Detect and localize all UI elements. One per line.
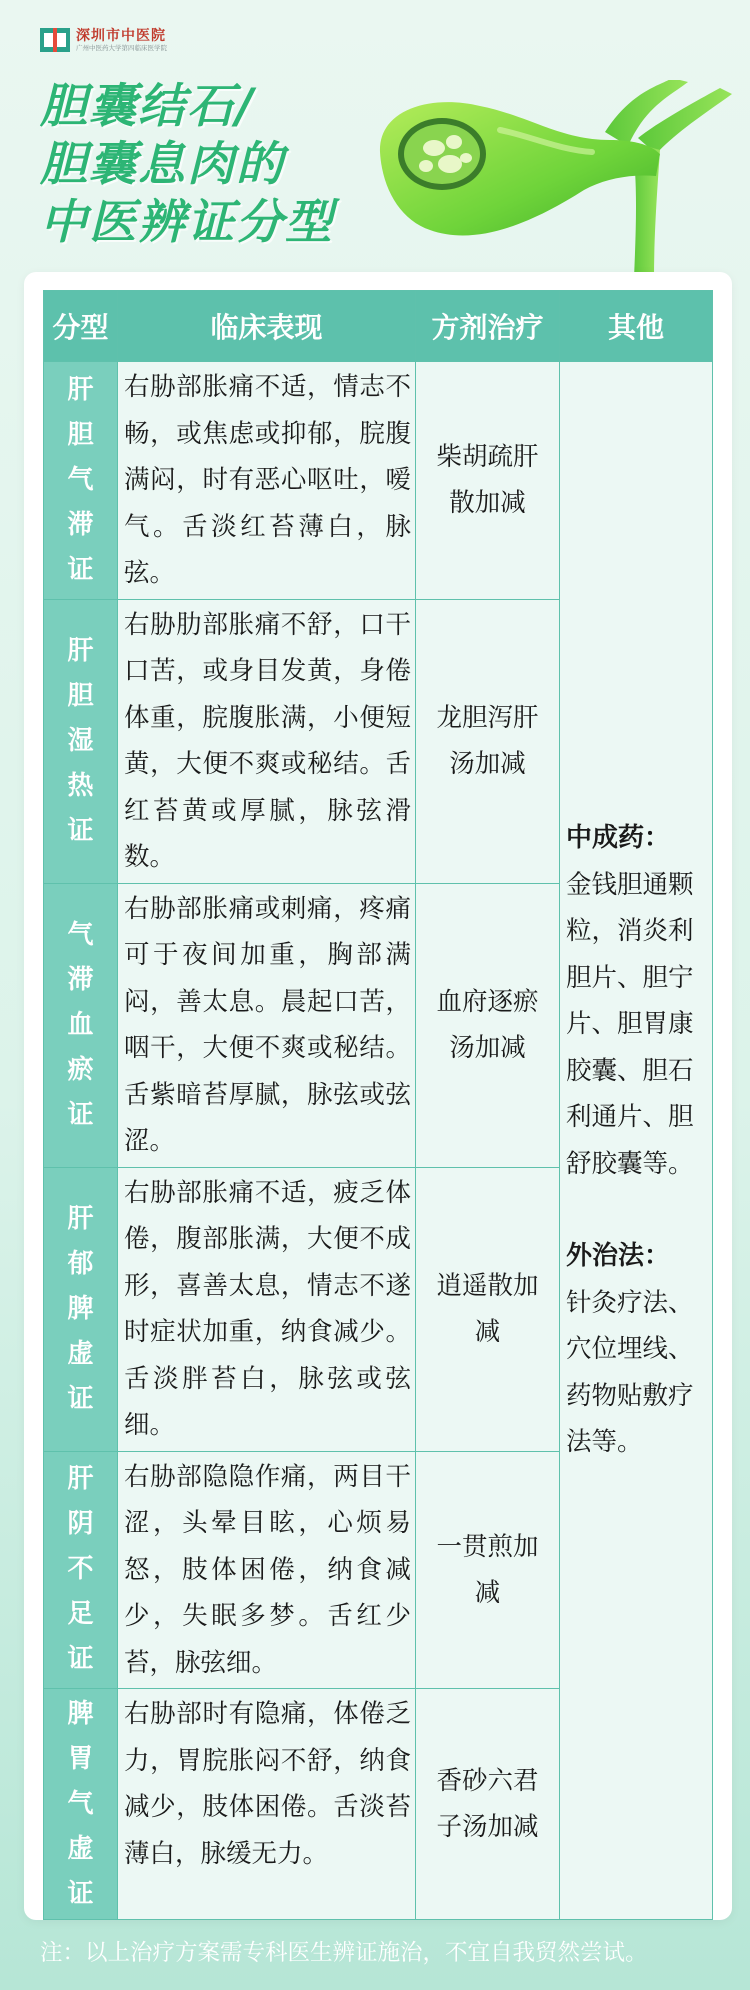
- syndrome-type-cell: [44, 599, 118, 883]
- syndrome-type-cell: [44, 1451, 118, 1689]
- prescription-cell: 香砂六君子汤加减: [416, 1689, 560, 1920]
- clinical-cell: 右胁部隐隐作痛，两目干涩，头晕目眩，心烦易怒，肢体困倦，纳食减少，失眠多梦。舌红少苔，脉弦细。: [118, 1451, 416, 1689]
- syndrome-type: 气滞血瘀证: [67, 919, 94, 1130]
- prescription-cell: 一贯煎加减: [416, 1451, 560, 1689]
- header-clinical: 临床表现: [118, 291, 416, 362]
- syndrome-type-cell: [44, 1167, 118, 1451]
- logo-icon: [40, 28, 70, 52]
- title-line: 中医辨证分型: [40, 195, 334, 250]
- disclaimer-note: 注：以上治疗方案需专科医生辨证施治，不宜自我贸然尝试。: [40, 1940, 648, 1966]
- external-therapy-heading: 外治法：: [566, 1241, 671, 1272]
- clinical-cell: 右胁部胀痛不适，疲乏体倦，腹部胀满，大便不成形，喜善太息，情志不遂时症状加重，纳食减少。舌淡胖苔白，脉弦或弦细。: [118, 1167, 416, 1451]
- syndrome-type: 脾胃气虚证: [67, 1698, 94, 1909]
- prescription-cell: 血府逐瘀汤加减: [416, 883, 560, 1167]
- gallbladder-illustration: [370, 80, 740, 280]
- prescription-cell: 逍遥散加减: [416, 1167, 560, 1451]
- logo-name: 深圳市中医院: [76, 27, 166, 44]
- external-therapy-text: 针灸疗法、穴位埋线、药物贴敷疗法等。: [566, 1287, 694, 1458]
- syndrome-type: 肝阴不足证: [67, 1464, 94, 1675]
- logo-subtitle: 广州中医药大学第四临床医学院: [76, 43, 167, 52]
- syndrome-type: 肝郁脾虚证: [67, 1203, 94, 1414]
- patent-medicine-text: 金钱胆通颗粒，消炎利胆片、胆宁片、胆胃康胶囊、胆石利通片、胆舒胶囊等。: [566, 869, 694, 1179]
- syndrome-type: 肝胆湿热证: [67, 635, 94, 846]
- clinical-cell: 右胁部胀痛不适，情志不畅，或焦虑或抑郁，脘腹满闷，时有恶心呕吐，嗳气。舌淡红苔薄白，脉弦。: [118, 362, 416, 600]
- title-line: 胆囊结石/: [40, 79, 256, 134]
- prescription-cell: 柴胡疏肝散加减: [416, 362, 560, 600]
- clinical-cell: 右胁部时有隐痛，体倦乏力，胃脘胀闷不舒，纳食减少，肢体困倦。舌淡苔薄白，脉缓无力。: [118, 1689, 416, 1920]
- clinical-cell: 右胁部胀痛或刺痛，疼痛可于夜间加重，胸部满闷，善太息。晨起口苦，咽干，大便不爽或秘结。舌紫暗苔厚腻，脉弦或弦涩。: [118, 883, 416, 1167]
- syndrome-type: 肝胆气滞证: [67, 374, 94, 585]
- other-cell: [560, 362, 713, 1920]
- header-type: 分型: [44, 291, 118, 362]
- syndrome-type-cell: [44, 1689, 118, 1920]
- patent-medicine-heading: 中成药：: [566, 823, 671, 854]
- header-prescription: 方剂治疗: [416, 291, 560, 362]
- hospital-logo: [40, 28, 167, 52]
- prescription-cell: 龙胆泻肝汤加减: [416, 599, 560, 883]
- table-header-row: [44, 291, 713, 362]
- syndrome-type-cell: [44, 362, 118, 600]
- clinical-cell: 右胁肋部胀痛不舒，口干口苦，或身目发黄，身倦体重，脘腹胀满，小便短黄，大便不爽或秘结。舌红苔黄或厚腻，脉弦滑数。: [118, 599, 416, 883]
- title-line: 胆囊息肉的: [40, 137, 285, 192]
- syndrome-type-cell: [44, 883, 118, 1167]
- tcm-table: [43, 290, 713, 1920]
- table-row: [44, 362, 713, 600]
- header-other: 其他: [560, 291, 713, 362]
